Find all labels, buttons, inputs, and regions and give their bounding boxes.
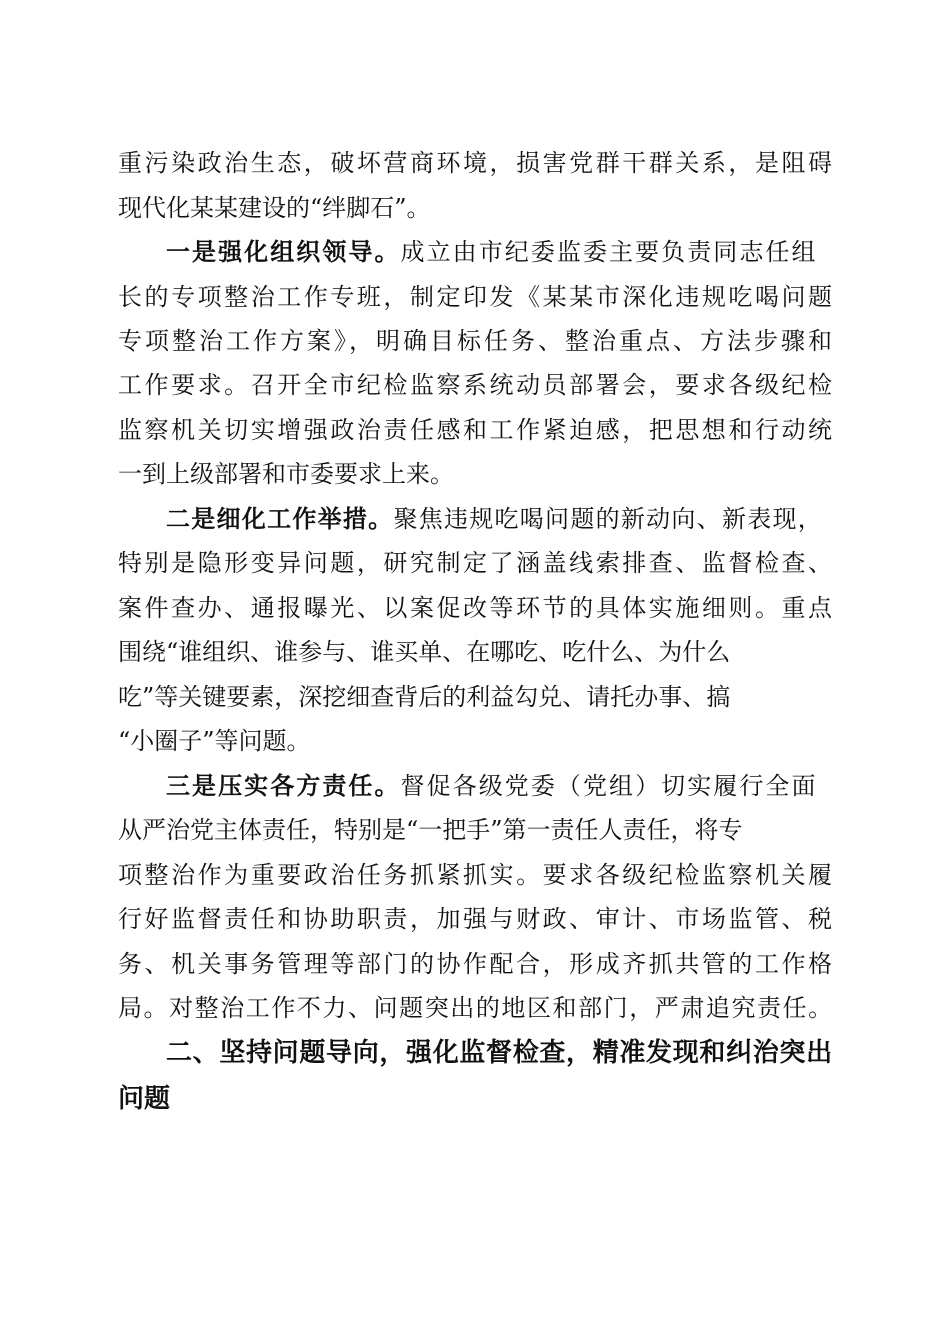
paragraph-text: 聚焦违规吃喝问题的新动向、新表现， [393, 505, 824, 533]
paragraph-text: 成立由市纪委监委主要负责同志任组 [400, 238, 818, 266]
paragraph-first-line [166, 504, 823, 534]
paragraph-line: 围绕“谁组织、谁参与、谁买单、在哪吃、吃什么、为什么 [118, 638, 731, 666]
paragraph-line: 现代化某某建设的“绊脚石”。 [118, 194, 431, 222]
section-heading-line: 二、坚持问题导向，强化监督检查，精准发现和纠治突出 [166, 1038, 833, 1068]
paragraph-line: 特别是隐形变异问题，研究制定了涵盖线索排查、监督检查、 [118, 549, 835, 577]
paragraph-line: 案件查办、通报曝光、以案促改等环节的具体实施细则。重点 [118, 594, 835, 622]
paragraph-line: 长的专项整治工作专班，制定印发《某某市深化违规吃喝问题 [118, 283, 835, 311]
paragraph-text: 督促各级党委（党组）切实履行全面 [400, 772, 818, 800]
paragraph-line: 一到上级部署和市委要求上来。 [118, 460, 454, 488]
paragraph-line: 项整治作为重要政治任务抓紧抓实。要求各级纪检监察机关履 [118, 861, 835, 889]
paragraph-line: 重污染政治生态，破坏营商环境，损害党群干群关系，是阻碍 [118, 149, 835, 177]
paragraph-lead: 三是压实各方责任。 [166, 772, 401, 800]
paragraph-line: “小圈子”等问题。 [118, 727, 311, 755]
paragraph-line: 专项整治工作方案》，明确目标任务、整治重点、方法步骤和 [118, 327, 835, 355]
paragraph-lead: 二是细化工作举措。 [166, 505, 394, 533]
paragraph-line: 吃”等关键要素，深挖细查背后的利益勾兑、请托办事、搞 [118, 683, 731, 711]
paragraph-line: 行好监督责任和协助职责，加强与财政、审计、市场监管、税 [118, 905, 835, 933]
paragraph-line: 局。对整治工作不力、问题突出的地区和部门，严肃追究责任。 [118, 994, 834, 1022]
paragraph-line: 从严治党主体责任，特别是“一把手”第一责任人责任，将专 [118, 816, 743, 844]
paragraph-first-line [166, 237, 818, 267]
section-heading-line: 问题 [118, 1084, 171, 1114]
paragraph-first-line [166, 771, 818, 801]
paragraph-line: 务、机关事务管理等部门的协作配合，形成齐抓共管的工作格 [118, 950, 835, 978]
paragraph-line: 工作要求。召开全市纪检监察系统动员部署会，要求各级纪检 [118, 371, 835, 399]
paragraph-line: 监察机关切实增强政治责任感和工作紧迫感，把思想和行动统 [118, 416, 835, 444]
paragraph-lead: 一是强化组织领导。 [166, 238, 401, 266]
